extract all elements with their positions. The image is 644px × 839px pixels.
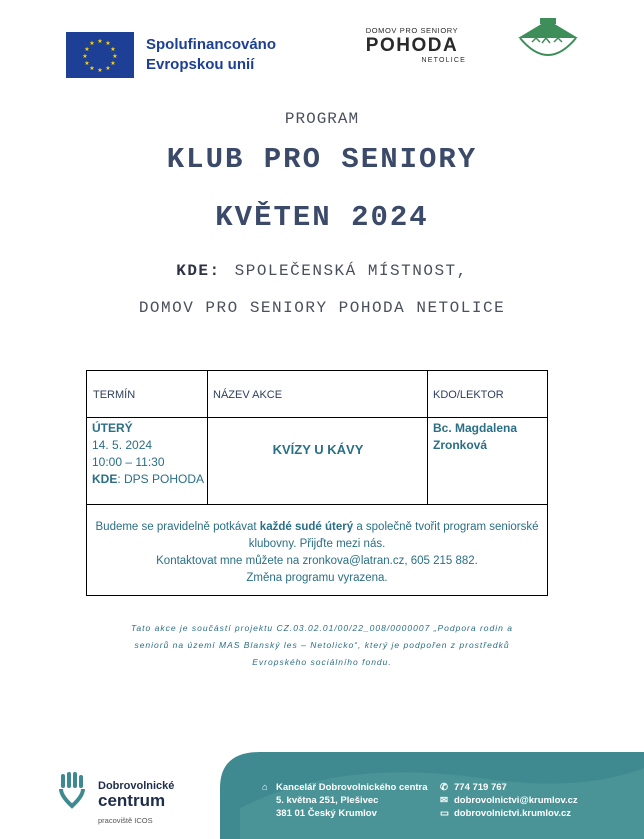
- eu-cofinanced-text: [146, 35, 276, 75]
- contact-email: dobrovolnictvi@krumlov.cz: [454, 795, 578, 806]
- event-name: KVÍZY U KÁVY: [272, 442, 364, 457]
- place-line2: DOMOV PRO SENIORY POHODA NETOLICE: [138, 299, 506, 317]
- lector-line1: Bc. Magdalena: [433, 421, 518, 435]
- term-where-label: KDE: [92, 472, 118, 486]
- term-cell: [92, 420, 204, 488]
- eu-flag-logo: [66, 32, 134, 78]
- term-date: 14. 5. 2024: [92, 438, 153, 452]
- note-line4: Změna programu vyrazena.: [246, 572, 388, 584]
- contact-phone: 774 719 767: [454, 782, 507, 793]
- svg-text:★: ★: [110, 46, 116, 53]
- svg-text:★: ★: [105, 40, 111, 47]
- col-header-term: TERMÍN: [93, 389, 136, 401]
- pohoda-logo: [356, 26, 468, 64]
- page-title: KLUB PRO SENIORY: [166, 143, 478, 176]
- phone-icon: ✆: [440, 782, 448, 793]
- table-divider: [87, 417, 547, 418]
- dc-line2: centrum: [98, 791, 166, 810]
- svg-text:★: ★: [105, 65, 111, 72]
- term-time: 10:00 – 11:30: [92, 455, 165, 469]
- svg-text:★: ★: [89, 40, 95, 47]
- page-subtitle-month: KVĚTEN 2024: [215, 201, 429, 234]
- contact-list: [440, 781, 578, 820]
- footnote-line3: Evropského sociálního fondu.: [252, 657, 392, 667]
- pohoda-name: POHODA: [365, 35, 459, 56]
- mail-icon: ✉: [440, 795, 448, 806]
- program-table: [86, 370, 548, 596]
- col-header-name: NÁZEV AKCE: [213, 389, 283, 401]
- svg-text:★: ★: [110, 60, 116, 67]
- dc-line3: pracoviště ICOS: [98, 816, 153, 825]
- svg-text:★: ★: [84, 46, 90, 53]
- pohoda-top: DOMOV PRO SENIORY: [365, 26, 459, 35]
- project-footnote: [94, 620, 550, 671]
- contact-web: dobrovolnictvi.krumlov.cz: [454, 808, 572, 819]
- svg-text:★: ★: [82, 53, 88, 60]
- pohoda-bottom: NETOLICE: [421, 57, 466, 64]
- office-line3: 381 01 Český Krumlov: [276, 808, 377, 819]
- web-icon: ▭: [440, 808, 449, 819]
- note-suffix: a společně tvořit program seniorské: [353, 521, 539, 533]
- eu-line2: Evropskou unií: [146, 56, 255, 73]
- svg-text:★: ★: [97, 67, 103, 74]
- footnote-line1: Tato akce je součástí projektu CZ.03.02.01/00/22_008/0000007 „Podpora rodin a: [131, 623, 513, 633]
- home-icon: ⌂: [262, 782, 268, 793]
- mas-logo-icon: [502, 14, 594, 66]
- svg-text:★: ★: [89, 65, 95, 72]
- place-value: SPOLEČENSKÁ MÍSTNOST,: [234, 262, 468, 280]
- note-prefix: Budeme se pravidelně potkávat: [95, 521, 260, 533]
- eu-line1: Spolufinancováno: [146, 36, 277, 53]
- office-address: [262, 781, 428, 820]
- table-note: [87, 519, 547, 587]
- volunteer-hand-heart-icon: [58, 772, 88, 812]
- table-divider: [87, 504, 547, 505]
- place-label: KDE:: [176, 262, 221, 280]
- svg-text:★: ★: [112, 53, 118, 60]
- footnote-line2: seniorů na území MAS Blanský les – Netolicko“, který je podpořen z prostředků: [134, 640, 510, 650]
- note-bold: každé sudé úterý: [259, 521, 354, 533]
- program-label: PROGRAM: [284, 110, 360, 128]
- term-where-value: : DPS POHODA: [117, 472, 205, 486]
- dc-line1: Dobrovolnické: [98, 780, 175, 792]
- lector-line2: Zronková: [433, 438, 488, 452]
- svg-text:★: ★: [97, 38, 103, 45]
- lector-cell: [433, 420, 517, 454]
- office-line1: Kancelář Dobrovolnického centra: [276, 782, 428, 793]
- note-line3: Kontaktovat mne můžete na zronkova@latran.cz, 605 215 882.: [156, 555, 478, 567]
- place-line1: [0, 262, 644, 280]
- table-divider: [207, 371, 208, 504]
- note-line2: klubovny. Přijďte mezi nás.: [248, 538, 386, 550]
- svg-text:★: ★: [84, 60, 90, 67]
- table-divider: [427, 371, 428, 504]
- office-line2: 5. května 251, Plešivec: [276, 795, 379, 806]
- col-header-lector: KDO/LEKTOR: [433, 389, 504, 401]
- term-day: ÚTERÝ: [92, 421, 133, 435]
- volunteer-centre-logo-text: [98, 780, 174, 825]
